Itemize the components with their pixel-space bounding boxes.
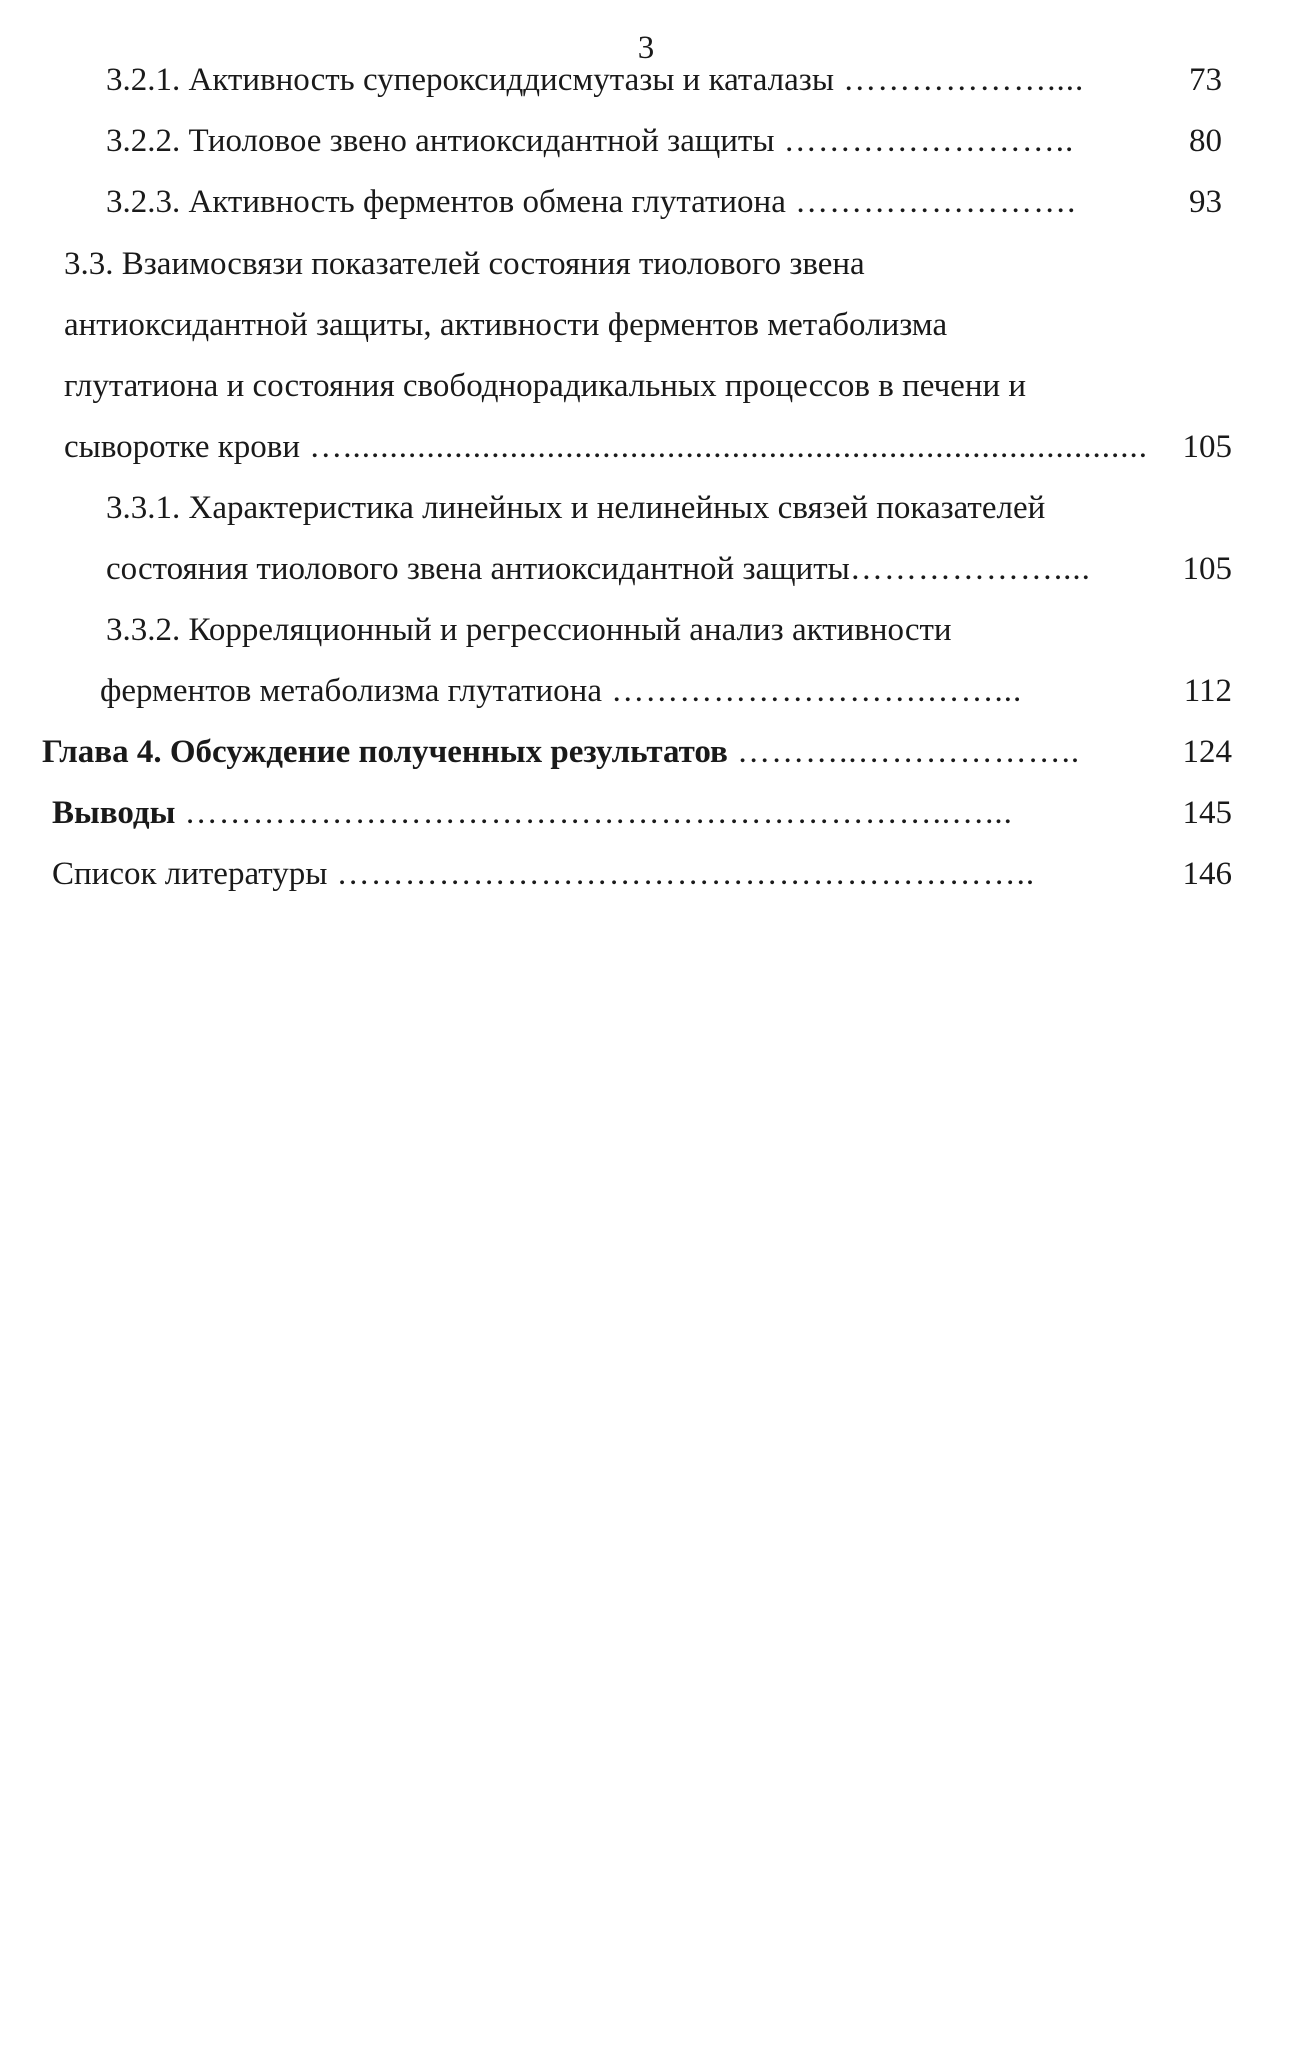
toc-leader-dots: ……………….... xyxy=(834,62,1085,98)
toc-entry-title: антиоксидантной защиты, активности ферментов метаболизма xyxy=(64,307,948,343)
toc-leader-dots: ……………….... xyxy=(849,551,1091,587)
toc-entry-title: 3.2.3. Активность ферментов обмена глутатиона xyxy=(106,184,786,220)
toc-leader-dots: …………………….. xyxy=(774,123,1075,159)
toc-page-number: 145 xyxy=(1182,795,1232,831)
toc-entry-3-3-2-line2 xyxy=(100,671,1022,711)
toc-entry-conclusions xyxy=(52,793,1013,833)
toc-entry-title: 3.3.1. Характеристика линейных и нелинейных связей показателей xyxy=(106,490,1046,526)
toc-leader-dots: ……………………. xyxy=(785,184,1077,220)
toc-entry-title: Глава 4. Обсуждение полученных результатов xyxy=(42,734,728,770)
toc-entry-3-2-2 xyxy=(106,121,1074,161)
toc-entry-3-2-3 xyxy=(106,182,1076,222)
toc-page-number: 146 xyxy=(1182,856,1232,892)
toc-leader-dots: ………..……………….. xyxy=(727,734,1081,770)
toc-entry-title: 3.2.1. Активность супероксиддисмутазы и каталазы xyxy=(106,62,834,98)
toc-entry-title: Выводы xyxy=(52,795,176,831)
toc-entry-3-2-1 xyxy=(106,60,1084,100)
toc-page-number: 80 xyxy=(1189,123,1222,159)
toc-entry-3-3-line4 xyxy=(64,427,1148,467)
toc-entry-title: сыворотке крови xyxy=(64,429,301,465)
toc-entry-title: 3.3. Взаимосвязи показателей состояния тиолового звена xyxy=(64,246,865,282)
toc-page-number: 124 xyxy=(1182,734,1232,770)
toc-leader-dots: ……………………….……... xyxy=(601,673,1023,709)
toc-leader-dots: …....................................................................................... xyxy=(300,429,1149,465)
toc-entry-references xyxy=(52,854,1035,894)
toc-entry-3-3-1-line2 xyxy=(106,549,1091,589)
toc-page-number: 73 xyxy=(1189,62,1222,98)
toc-page-number: 93 xyxy=(1189,184,1222,220)
page-number: 3 xyxy=(637,30,655,66)
toc-entry-3-3-1-line1 xyxy=(106,488,1045,528)
toc-entry-3-3-line1 xyxy=(64,244,865,284)
toc-entry-title: глутатиона и состояния свободнорадикальных процессов в печени и xyxy=(64,368,1027,404)
toc-entry-title: ферментов метаболизма глутатиона xyxy=(100,673,602,709)
toc-entry-title: 3.2.2. Тиоловое звено антиоксидантной защиты xyxy=(106,123,775,159)
toc-leader-dots: …………………………………………………….. xyxy=(327,856,1036,892)
toc-entry-chapter-4 xyxy=(42,732,1080,772)
toc-entry-3-3-line3 xyxy=(64,366,1026,406)
toc-leader-dots: …………………………………………………………..…... xyxy=(175,795,1013,831)
toc-entry-3-3-line2 xyxy=(64,305,947,345)
toc-entry-title: Список литературы xyxy=(52,856,328,892)
toc-page-number: 105 xyxy=(1182,551,1232,587)
toc-entry-3-3-2-line1 xyxy=(106,610,952,650)
toc-entry-title: состояния тиолового звена антиоксидантной защиты xyxy=(106,551,850,587)
toc-entry-title: 3.3.2. Корреляционный и регрессионный анализ активности xyxy=(106,612,952,648)
toc-page-number: 112 xyxy=(1183,673,1232,709)
toc-page-number: 105 xyxy=(1182,429,1232,465)
